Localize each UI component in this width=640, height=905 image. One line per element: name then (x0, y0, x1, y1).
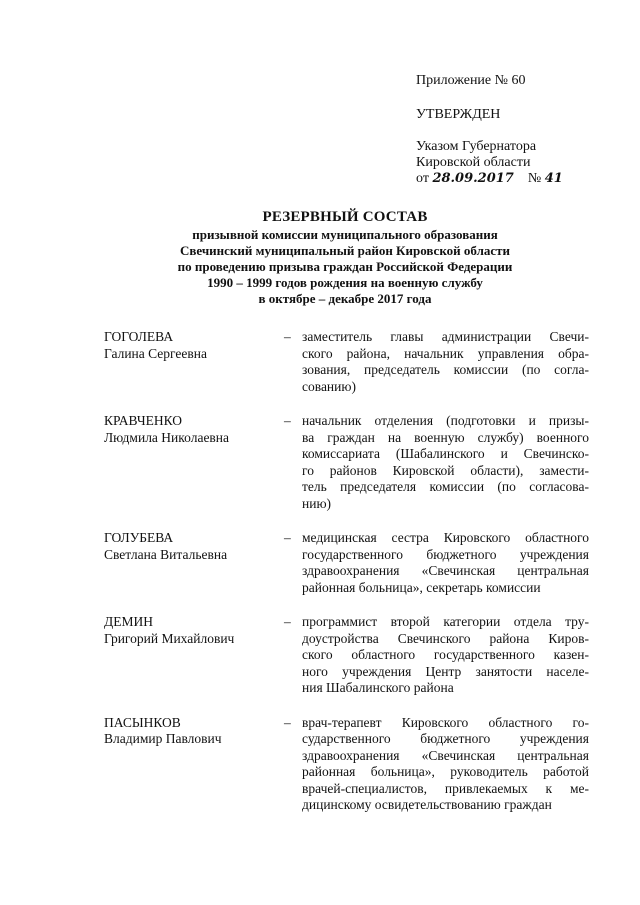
desc-line: нию) (302, 495, 332, 511)
member-given-name: Людмила Николаевна (104, 429, 230, 445)
desc-line: комиссариата (Шабалинского и Свечинско- (302, 446, 589, 461)
dash-separator: – (284, 530, 291, 545)
desc-line: ва граждан на военную службу) военного (302, 429, 589, 445)
desc-line: начальник отделения (подготовки и призы- (302, 413, 589, 428)
title-line: по проведению призыва граждан Российской Федерации (177, 259, 513, 274)
member-given-name: Владимир Павлович (104, 731, 222, 746)
document-title (100, 208, 590, 307)
member-surname: ДЕМИН (104, 614, 153, 629)
dash-separator: – (284, 329, 291, 344)
number-prefix: № (527, 171, 542, 186)
title-line: Свечинский муниципальный район Кировской области (179, 243, 511, 258)
member-surname: КРАВЧЕНКО (104, 413, 183, 428)
decree-line-2: Кировской области (416, 155, 531, 170)
desc-line: ского района, начальник управления обра- (302, 345, 589, 361)
member-surname: ПАСЫНКОВ (104, 714, 181, 730)
desc-line: программист второй категории отдела тру- (302, 614, 589, 629)
desc-line: ного учреждения Центр занятости населе- (302, 663, 589, 679)
member-surname: ГОГОЛЕВА (104, 329, 174, 344)
member-description (302, 614, 589, 697)
desc-line: ния Шабалинского района (302, 680, 454, 695)
desc-line: сованию) (302, 378, 356, 394)
member-description (302, 413, 589, 512)
desc-line: врачей-специалистов, привлекаемых к ме- (302, 780, 589, 796)
title-line: призывной комиссии муниципального образования (192, 227, 498, 242)
member-description (302, 715, 589, 814)
member-description (302, 530, 589, 596)
member-entry (104, 413, 589, 512)
member-given-name: Галина Сергеевна (104, 345, 207, 361)
appendix-header (416, 73, 563, 187)
member-person (104, 715, 284, 814)
member-entry (104, 329, 589, 395)
desc-line: го районов Кировской области), замести- (302, 462, 589, 478)
member-entry (104, 530, 589, 596)
handwritten-date: 28.09.2017 (432, 171, 514, 186)
desc-line: государственного бюджетного учреждения (302, 546, 589, 562)
member-list (104, 329, 589, 814)
desc-line: районная больница», руководитель работой (302, 764, 589, 779)
handwritten-number: 41 (544, 171, 563, 186)
title-main: РЕЗЕРВНЫЙ СОСТАВ (262, 209, 428, 225)
member-description (302, 329, 589, 395)
title-line: в октябре – декабре 2017 года (258, 291, 432, 306)
member-person (104, 614, 284, 697)
desc-line: дицинскому освидетельствованию граждан (302, 797, 552, 812)
decree-line-1: Указом Губернатора (416, 139, 537, 154)
desc-line: районная больница», секретарь комиссии (302, 579, 541, 595)
member-given-name: Григорий Михайлович (104, 630, 235, 646)
dash-separator: – (284, 614, 291, 629)
member-given-name: Светлана Витальевна (104, 546, 228, 562)
dash-separator: – (284, 714, 291, 730)
desc-line: заместитель главы администрации Свечи- (302, 329, 589, 344)
desc-line: медицинская сестра Кировского областного (302, 530, 589, 545)
appendix-number: Приложение № 60 (416, 73, 526, 88)
desc-line: здравоохранения «Свечинская центральная (302, 747, 589, 763)
desc-line: врач-терапевт Кировского областного го- (302, 714, 589, 730)
desc-line: сударственного бюджетного учреждения (302, 731, 589, 746)
member-person (104, 329, 284, 395)
desc-line: ского областного государственного казен- (302, 647, 589, 662)
member-surname: ГОЛУБЕВА (104, 530, 174, 545)
desc-line: зования, председатель комиссии (по согла- (302, 362, 589, 377)
dash-separator: – (284, 413, 291, 428)
approved-label: УТВЕРЖДЕН (416, 107, 501, 122)
date-prefix: от (416, 171, 429, 186)
decree-date-line (416, 171, 563, 187)
desc-line: здравоохранения «Свечинская центральная (302, 563, 589, 578)
member-entry (104, 614, 589, 697)
member-entry (104, 715, 589, 814)
member-person (104, 530, 284, 596)
member-person (104, 413, 284, 512)
desc-line: доустройства Свечинского района Киров- (302, 630, 589, 646)
title-line: 1990 – 1999 годов рождения на военную службу (207, 275, 483, 290)
desc-line: тель председателя комиссии (по согласова- (302, 479, 589, 494)
